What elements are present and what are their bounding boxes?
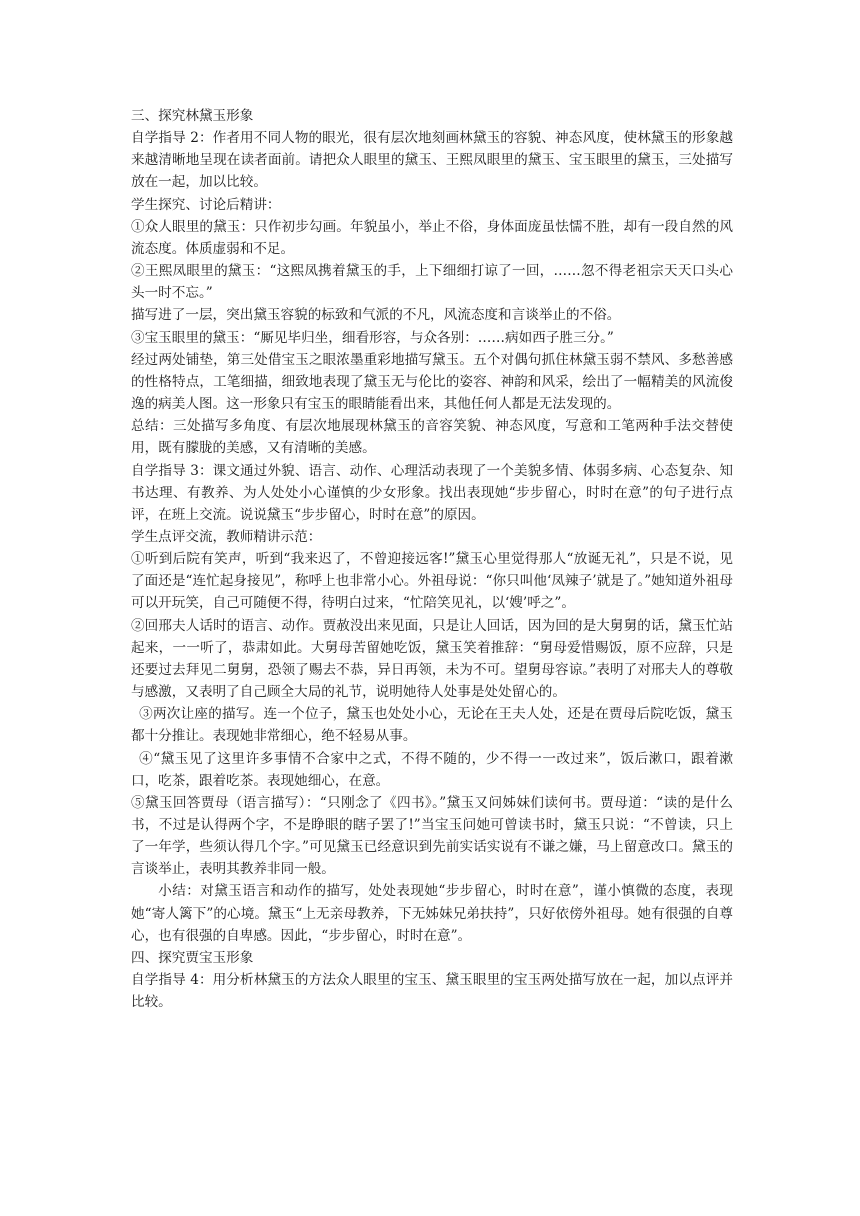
paragraph: 总结：三处描写多角度、有层次地展现林黛玉的音容笑貌、神态风度，写意和工笔两种手法交替使用，既有朦胧的美感，又有清晰的美感。	[131, 418, 733, 457]
paragraph: ②回邢夫人话时的语言、动作。贾赦没出来见面，只是让人回话，因为回的是大舅舅的话，黛玉忙站起来，一一听了，恭肃如此。大舅母苦留她吃饭，黛玉笑着推辞：“舅母爱惜赐饭，原不应辞，只是还要过去拜见二舅舅，恐领了赐去不恭，异日再领，未为不可。望舅母容谅。”表明了对邢夫人的尊敬与感激，又表明了自己顾全大局的礼节，说明她待人处事是处处留心的。	[131, 617, 733, 701]
paragraph: 四、探究贾宝玉形象	[131, 949, 254, 966]
paragraph: 小结：对黛玉语言和动作的描写，处处表现她“步步留心，时时在意”，谨小慎微的态度，表现她“寄人篱下”的心境。黛玉“上无亲母教养，下无姊妹兄弟扶持”，只好依傍外祖母。她有很强的自尊心，也有很强的自卑感。因此，“步步留心，时时在意”。	[131, 883, 733, 944]
paragraph: ④“黛玉见了这里许多事情不合家中之式，不得不随的，少不得一一改过来”，饭后漱口，跟着漱口，吃茶，跟着吃茶。表现她细心，在意。	[131, 750, 733, 789]
document-body	[131, 105, 733, 1013]
paragraph: ⑤黛玉回答贾母（语言描写）：“只刚念了《四书》。”黛玉又问姊妹们读何书。贾母道：“读的是什么书，不过是认得两个字，不是睁眼的瞎子罢了!”当宝玉问她可曾读书时，黛玉只说：“不曾读，只上了一年学，些须认得几个字。”可见黛玉已经意识到先前实话实说有不谦之嫌，马上留意改口。黛玉的言谈举止，表明其教养非同一般。	[131, 794, 733, 878]
paragraph: 描写进了一层，突出黛玉容貌的标致和气派的不凡，风流态度和言谈举止的不俗。	[131, 307, 621, 324]
paragraph: ①听到后院有笑声，听到“我来迟了，不曾迎接远客!”黛玉心里觉得那人“放诞无礼”，只是不说，见了面还是“连忙起身接见”，称呼上也非常小心。外祖母说：“你只叫他‘凤辣子’就是了。”她知道外祖母可以开玩笑，自己可随便不得，待明白过来，“忙陪笑见礼，以‘嫂’呼之”。	[131, 551, 733, 612]
paragraph: 三、探究林黛玉形象	[131, 108, 254, 124]
paragraph: ②王熙凤眼里的黛玉：“这熙凤携着黛玉的手，上下细细打谅了一回，……忽不得老祖宗天天口头心头一时不忘。”	[131, 263, 733, 302]
paragraph: 学生探究、讨论后精讲：	[131, 196, 281, 213]
paragraph: 自学指导 4：用分析林黛玉的方法众人眼里的宝玉、黛玉眼里的宝玉两处描写放在一起，加以点评并比较。	[131, 972, 733, 1011]
paragraph: 学生点评交流，教师精讲示范：	[131, 528, 322, 545]
paragraph: 自学指导 3：课文通过外貌、语言、动作、心理活动表现了一个美貌多情、体弱多病、心态复杂、知书达理、有教养、为人处处小心谨慎的少女形象。找出表现她“步步留心，时时在意”的句子进行点评，在班上交流。说说黛玉“步步留心，时时在意”的原因。	[131, 462, 733, 523]
paragraph: 自学指导 2：作者用不同人物的眼光，很有层次地刻画林黛玉的容貌、神态风度，使林黛玉的形象越来越清晰地呈现在读者面前。请把众人眼里的黛玉、王熙凤眼里的黛玉、宝玉眼里的黛玉，三处描写放在一起，加以比较。	[131, 130, 733, 191]
paragraph: ③两次让座的描写。连一个位子，黛玉也处处小心，无论在王夫人处，还是在贾母后院吃饭，黛玉都十分推让。表现她非常细心，绝不轻易从事。	[131, 706, 733, 745]
paragraph: ③宝玉眼里的黛玉：“厮见毕归坐，细看形容，与众各别：……病如西子胜三分。”	[131, 329, 614, 346]
paragraph: ①众人眼里的黛玉：只作初步勾画。年貌虽小，举止不俗，身体面庞虽怯懦不胜，却有一段自然的风流态度。体质虚弱和不足。	[131, 218, 733, 257]
paragraph: 经过两处铺垫，第三处借宝玉之眼浓墨重彩地描写黛玉。五个对偶句抓住林黛玉弱不禁风、多愁善感的性格特点，工笔细描，细致地表现了黛玉无与伦比的姿容、神韵和风采，绘出了一幅精美的风流俊逸的病美人图。这一形象只有宝玉的眼睛能看出来，其他任何人都是无法发现的。	[131, 351, 733, 413]
